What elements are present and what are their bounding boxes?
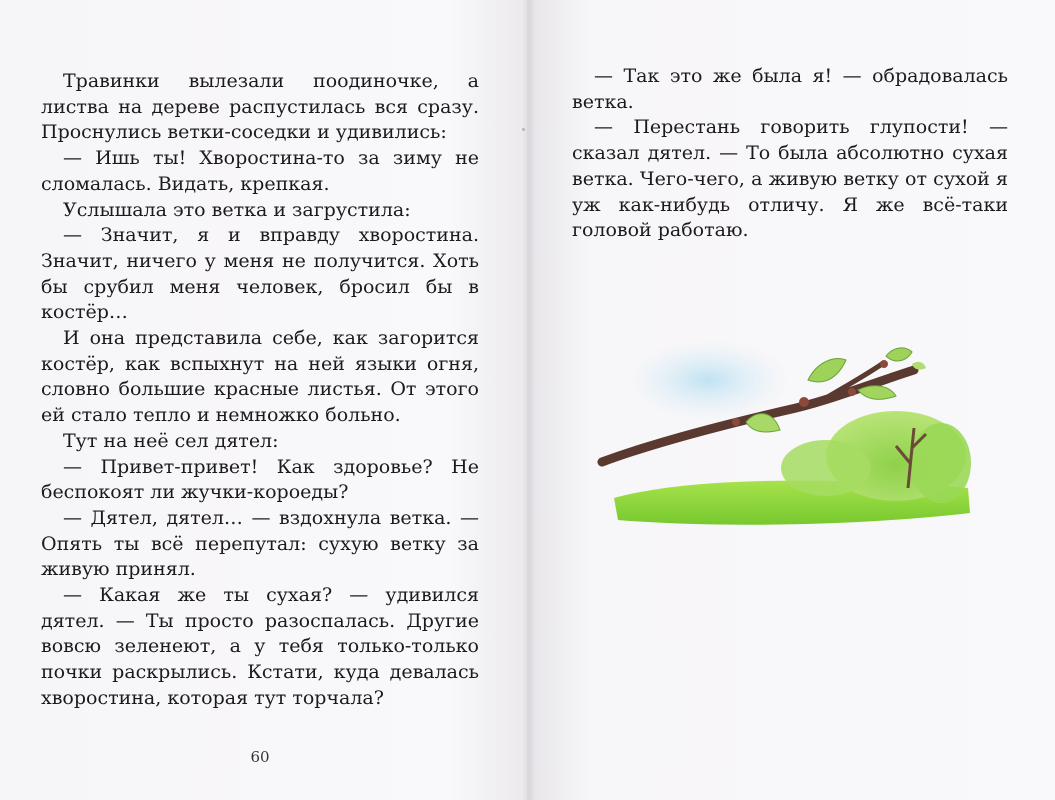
paper-speck	[522, 128, 525, 131]
paragraph: Травинки вылезали поодиночке, а листва на дереве распустилась вся сразу. Проснулись ветки-соседки и удивились:	[41, 70, 479, 144]
bud	[848, 388, 856, 396]
leaf	[808, 359, 846, 382]
page-number: 60	[250, 748, 270, 766]
bud	[732, 418, 740, 426]
paragraph: — Перестань говорить глупости! — сказал дятел. — То была абсолютно сухая ветка. Чего-чего, а живую ветку от сухой я уж как-нибудь отличу. Я же всё-таки головой работаю.	[572, 116, 1008, 242]
bush	[781, 440, 871, 496]
paragraph: — Ишь ты! Хворостина-то за зиму не сломалась. Видать, крепкая.	[41, 147, 479, 195]
paragraph: — Значит, я и вправду хворостина. Значит, ничего у меня не получится. Хоть бы срубил меня человек, бросил бы в костёр…	[41, 224, 479, 324]
left-page-text	[41, 69, 479, 712]
leaf	[858, 386, 896, 400]
book-gutter	[522, 0, 536, 800]
bud	[880, 360, 888, 368]
right-page-text	[572, 64, 1008, 244]
bud	[799, 397, 809, 407]
paragraph: — Так это же была я! — обрадовалась ветка.	[572, 65, 1008, 113]
paragraph: Тут на неё сел дятел:	[63, 429, 279, 452]
leaf	[886, 348, 912, 361]
sky-wash	[628, 340, 788, 420]
paragraph: — Привет-привет! Как здоровье? Не беспокоят ли жучки-короеды?	[41, 455, 479, 504]
paragraph: — Дятел, дятел… — вздохнула ветка. — Опять ты всё перепутал: сухую ветку за живую принял.	[41, 506, 479, 581]
branch-with-leaves-illustration	[596, 338, 972, 528]
paragraph: Услышала это ветка и загрустила:	[63, 198, 411, 221]
bush	[911, 423, 971, 503]
left-page	[0, 0, 527, 800]
paragraph: — Какая же ты сухая? — удивился дятел. — Ты просто разоспалась. Другие вовсю зеленеют, а у тебя только-только почки раскрылись. Кстати, куда девалась хворостина, которая тут торчала?	[41, 584, 479, 709]
paragraph: И она представила себе, как загорится костёр, как вспыхнут на ней языки огня, словно большие красные листья. От этого ей стало тепло и немножко больно.	[41, 327, 479, 427]
